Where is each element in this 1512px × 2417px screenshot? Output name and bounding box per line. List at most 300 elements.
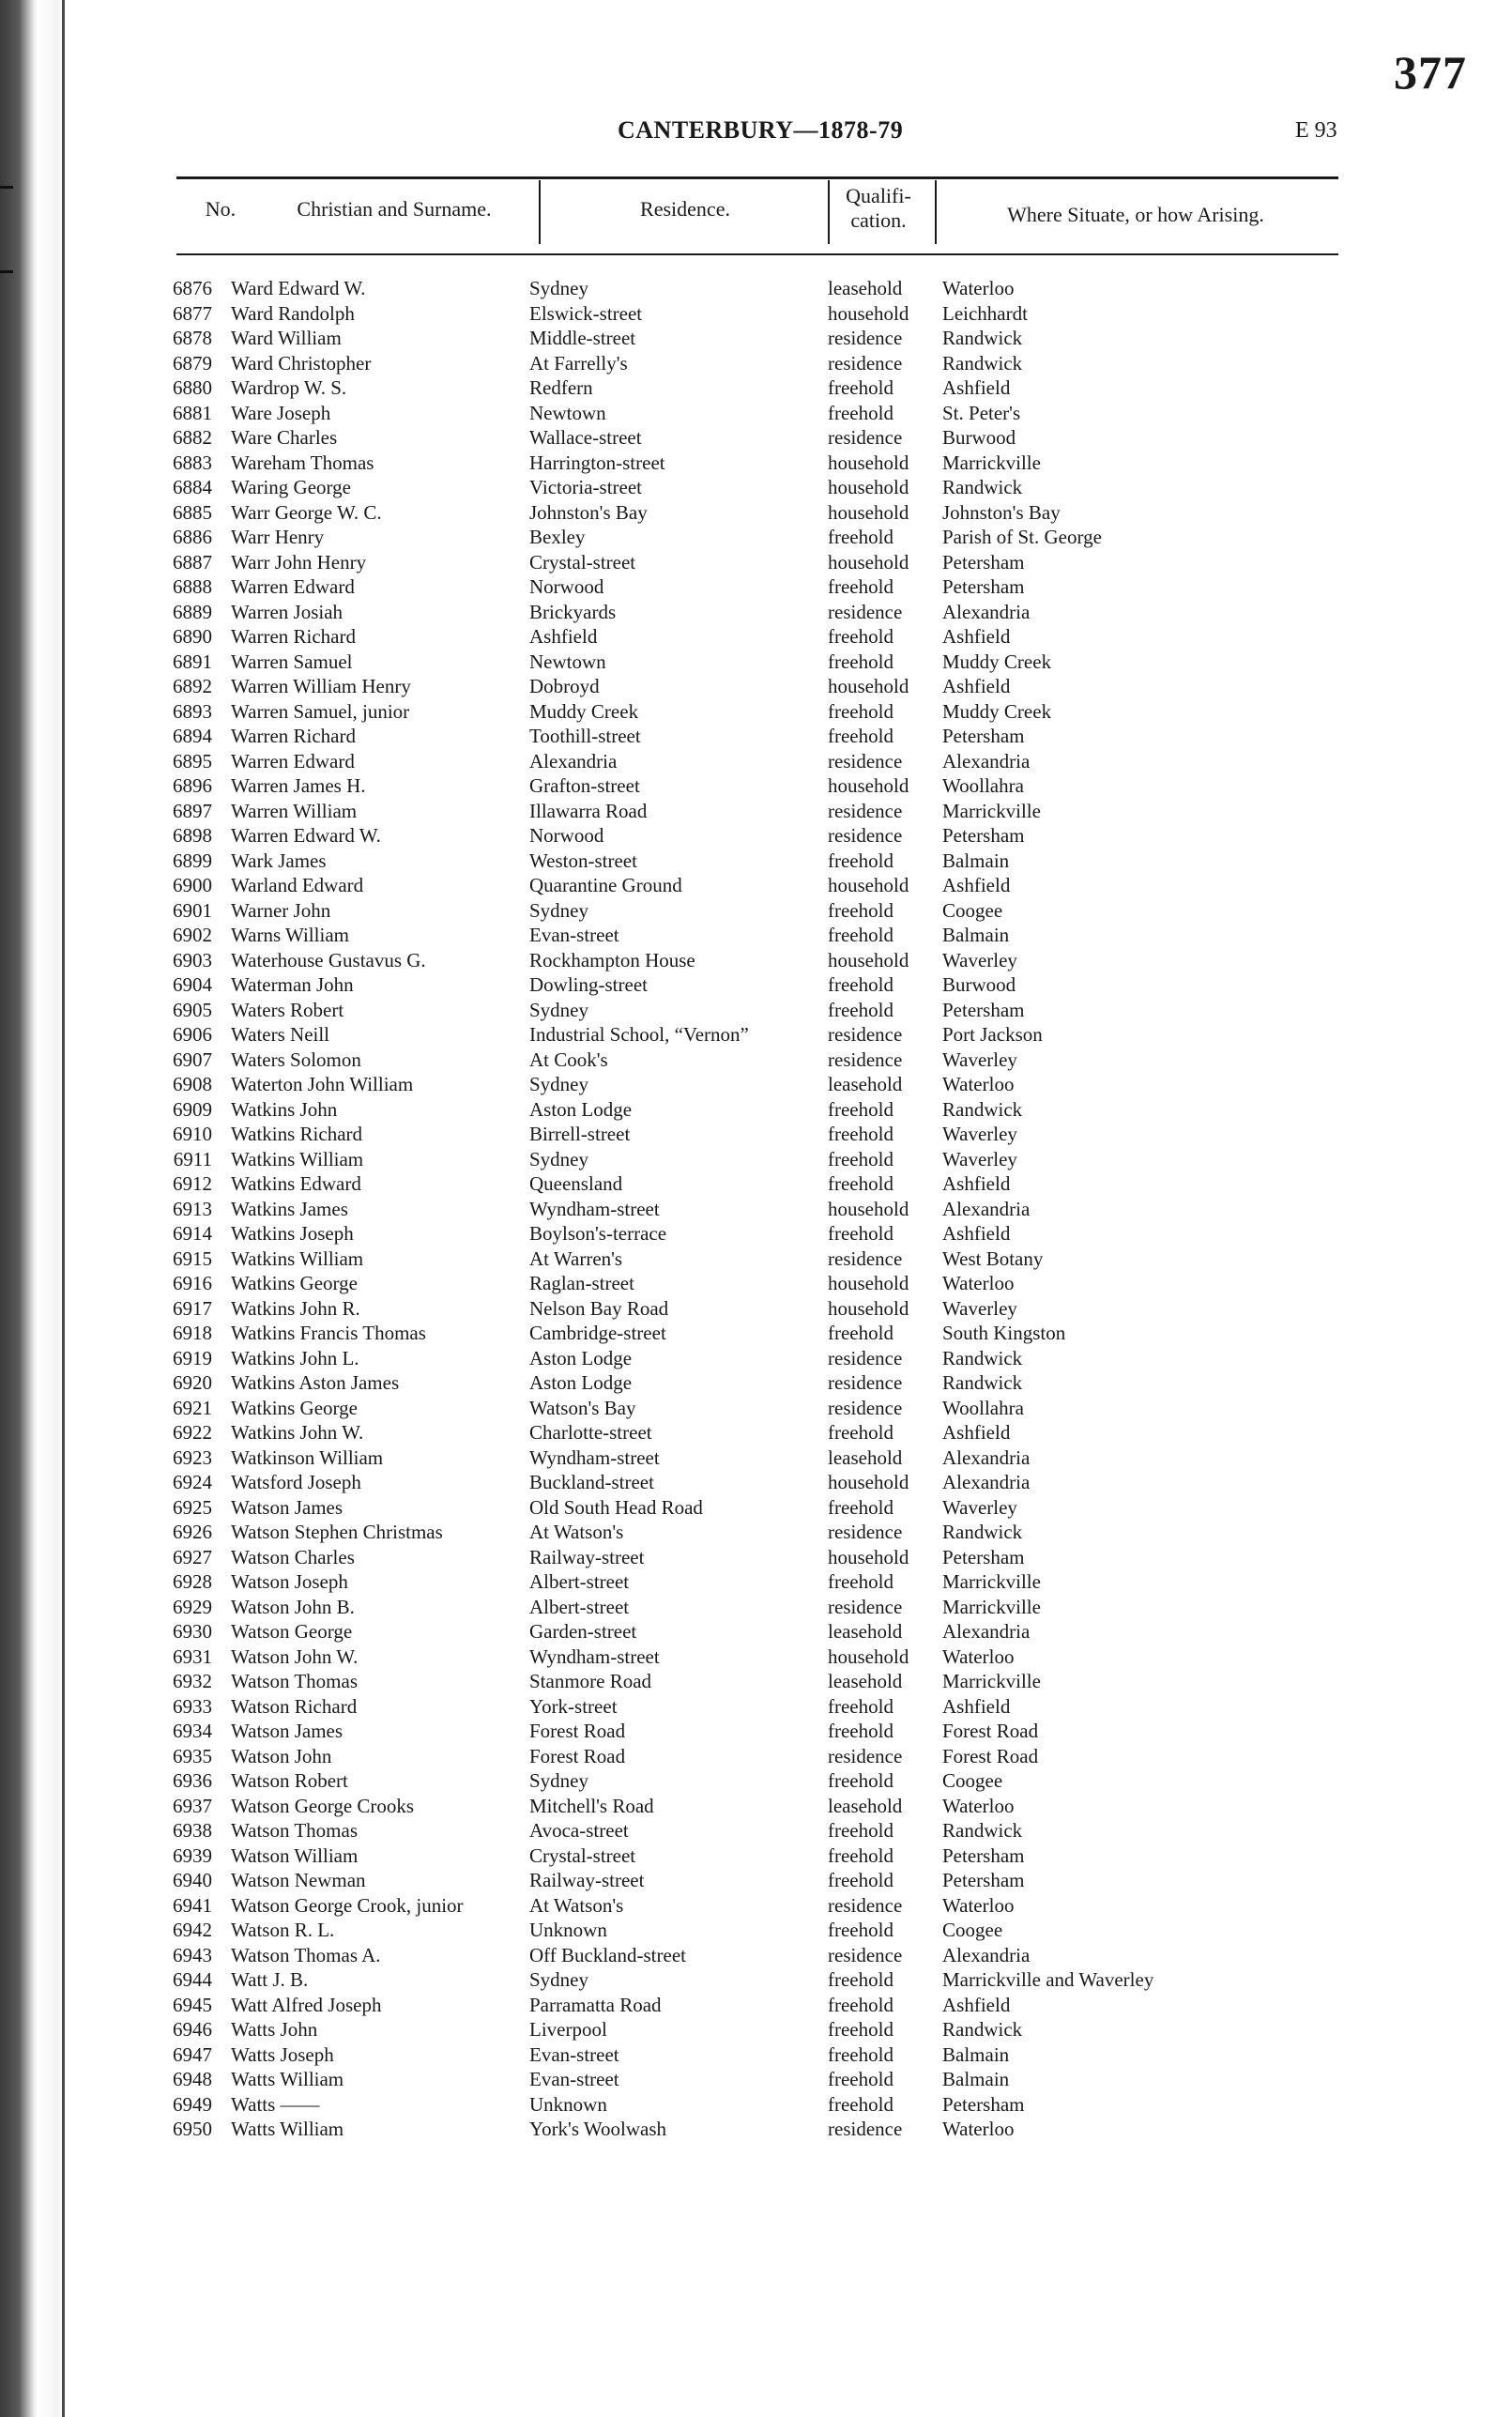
elector-name: Watkins John [231, 1097, 338, 1121]
table-row [0, 849, 1512, 874]
table-row [0, 375, 1512, 401]
elector-number: 6932 [173, 1670, 212, 1692]
elector-where-situate: Muddy Creek [942, 650, 1052, 673]
elector-name: Wardrop W. S. [231, 376, 347, 399]
elector-name: Warren Richard [231, 625, 356, 648]
elector-name: Warland Edward [231, 874, 364, 896]
elector-where-situate: Coogee [942, 1919, 1003, 1941]
elector-where-situate: Woollahra [942, 774, 1024, 797]
elector-residence: Queensland [529, 1172, 623, 1195]
elector-where-situate: Alexandria [942, 1943, 1031, 1966]
elector-residence: Crystal-street [529, 1843, 636, 1867]
elector-qualification: freehold [828, 973, 893, 996]
table-row [0, 451, 1512, 476]
elector-name: Watson John W. [231, 1644, 359, 1668]
elector-name: Watson George Crooks [231, 1794, 415, 1817]
elector-name: Waterman John [231, 973, 354, 996]
table-row [0, 1048, 1512, 1073]
column-separator [935, 180, 937, 244]
elector-residence: Elswick-street [529, 301, 643, 325]
elector-residence: Forest Road [529, 1720, 626, 1742]
elector-residence: Sydney [529, 998, 588, 1021]
elector-where-situate: Waverley [942, 1147, 1017, 1170]
elector-name: Warren Samuel, junior [231, 699, 410, 723]
table-row [0, 1072, 1512, 1097]
elector-number: 6897 [173, 799, 212, 822]
elector-residence: Buckland-street [529, 1471, 654, 1493]
elector-name: Watson James [231, 1495, 344, 1519]
table-row [0, 1446, 1512, 1471]
elector-name: Watts John [231, 2018, 318, 2041]
elector-qualification: leasehold [828, 1446, 903, 1469]
elector-qualification: freehold [828, 650, 893, 673]
elector-number: 6907 [173, 1048, 212, 1071]
elector-name: Ward Edward W. [231, 277, 366, 299]
elector-name: Warren Richard [231, 725, 356, 747]
elector-qualification: freehold [828, 1123, 893, 1145]
table-row [0, 1818, 1512, 1843]
elector-number: 6944 [173, 1968, 212, 1991]
elector-number: 6894 [173, 725, 212, 747]
elector-where-situate: Ashfield [942, 1694, 1011, 1718]
elector-qualification: household [828, 874, 909, 896]
elector-where-situate: Petersham [942, 1869, 1025, 1891]
elector-number: 6878 [173, 327, 212, 349]
elector-qualification: freehold [828, 1843, 893, 1867]
elector-qualification: freehold [828, 1769, 893, 1792]
elector-where-situate: Marrickville [942, 1570, 1041, 1593]
table-row [0, 1346, 1512, 1371]
elector-qualification: freehold [828, 1968, 893, 1991]
elector-qualification: leasehold [828, 1794, 903, 1817]
elector-qualification: freehold [828, 376, 893, 399]
elector-residence: Wyndham-street [529, 1197, 660, 1220]
elector-number: 6922 [173, 1421, 212, 1444]
elector-where-situate: South Kingston [942, 1322, 1066, 1344]
elector-name: Watkins Joseph [231, 1222, 354, 1245]
elector-name: Warns William [231, 924, 349, 946]
running-title: CANTERBURY—1878-79 [618, 116, 904, 144]
elector-number: 6947 [173, 2042, 212, 2066]
elector-number: 6937 [173, 1794, 212, 1817]
elector-qualification: freehold [828, 2092, 893, 2116]
elector-name: Ward Christopher [231, 351, 372, 375]
elector-name: Waters Neill [231, 1023, 330, 1046]
elector-where-situate: Alexandria [942, 600, 1031, 623]
table-row [0, 1520, 1512, 1545]
elector-where-situate: Marrickville [942, 799, 1041, 822]
elector-number: 6938 [173, 1819, 212, 1842]
elector-qualification: residence [828, 600, 903, 623]
elector-name: Watson Newman [231, 1869, 366, 1891]
elector-qualification: residence [828, 1396, 903, 1419]
elector-residence: Unknown [529, 2092, 607, 2116]
elector-name: Ware Joseph [231, 401, 331, 424]
page-number: 377 [1394, 46, 1467, 99]
table-row [0, 1197, 1512, 1222]
table-row [0, 1744, 1512, 1769]
elector-number: 6924 [173, 1471, 212, 1493]
elector-qualification: household [828, 1197, 909, 1220]
table-row [0, 650, 1512, 675]
table-row [0, 1370, 1512, 1396]
header-qualification: Qualifi- cation. [846, 184, 911, 232]
elector-number: 6940 [173, 1869, 212, 1891]
elector-number: 6885 [173, 500, 212, 524]
elector-qualification: leasehold [828, 1620, 903, 1643]
elector-where-situate: Petersham [942, 2092, 1025, 2116]
elector-name: Watson William [231, 1843, 359, 1867]
elector-residence: Newtown [529, 401, 606, 424]
table-row [0, 799, 1512, 824]
elector-number: 6901 [173, 898, 212, 922]
elector-residence: Forest Road [529, 1744, 626, 1767]
table-row [0, 923, 1512, 948]
elector-residence: Ashfield [529, 625, 598, 648]
elector-name: Waring George [231, 476, 351, 498]
elector-number: 6911 [173, 1147, 212, 1170]
elector-qualification: freehold [828, 1720, 893, 1742]
elector-where-situate: Forest Road [942, 1744, 1039, 1767]
elector-name: Ward Randolph [231, 301, 355, 325]
table-row [0, 873, 1512, 898]
elector-residence: Boylson's-terrace [529, 1222, 667, 1245]
table-row [0, 1669, 1512, 1694]
elector-where-situate: Petersham [942, 725, 1025, 747]
elector-residence: Weston-street [529, 849, 637, 872]
elector-name: Watkins James [231, 1197, 348, 1220]
elector-number: 6915 [173, 1247, 212, 1270]
elector-name: Waters Solomon [231, 1048, 361, 1071]
table-row [0, 823, 1512, 849]
elector-name: Watkins William [231, 1147, 364, 1170]
elector-number: 6887 [173, 550, 212, 574]
elector-number: 6892 [173, 675, 212, 697]
elector-qualification: freehold [828, 1421, 893, 1444]
table-row [0, 1470, 1512, 1495]
elector-name: Warr Henry [231, 526, 325, 548]
elector-qualification: residence [828, 824, 903, 847]
elector-qualification: freehold [828, 526, 893, 548]
elector-where-situate: Alexandria [942, 1471, 1031, 1493]
elector-qualification: residence [828, 1048, 903, 1071]
table-row [0, 1221, 1512, 1247]
elector-name: Watson Joseph [231, 1570, 348, 1593]
table-row [0, 475, 1512, 500]
elector-residence: Wyndham-street [529, 1644, 660, 1668]
elector-where-situate: Burwood [942, 973, 1016, 996]
elector-qualification: residence [828, 1893, 903, 1917]
elector-number: 6917 [173, 1296, 212, 1320]
elector-name: Watson Charles [231, 1545, 355, 1568]
elector-qualification: freehold [828, 1322, 893, 1344]
table-row [0, 1619, 1512, 1644]
elector-residence: At Watson's [529, 1521, 624, 1543]
elector-number: 6903 [173, 948, 212, 971]
table-row [0, 998, 1512, 1023]
table-top-rule [176, 176, 1338, 179]
elector-residence: Quarantine Ground [529, 874, 682, 896]
elector-qualification: freehold [828, 924, 893, 946]
elector-number: 6943 [173, 1943, 212, 1966]
elector-number: 6883 [173, 451, 212, 474]
elector-number: 6906 [173, 1023, 212, 1046]
elector-where-situate: Forest Road [942, 1720, 1039, 1742]
elector-residence: Rockhampton House [529, 948, 695, 971]
header-residence: Residence. [640, 197, 730, 221]
elector-where-situate: Alexandria [942, 749, 1031, 773]
elector-qualification: household [828, 1545, 909, 1568]
elector-where-situate: Waterloo [942, 1794, 1015, 1817]
elector-qualification: residence [828, 1346, 903, 1369]
elector-residence: Middle-street [529, 327, 636, 349]
elector-residence: Illawarra Road [529, 799, 648, 822]
elector-where-situate: Petersham [942, 550, 1025, 574]
elector-number: 6908 [173, 1073, 212, 1095]
elector-list [0, 276, 1512, 2142]
table-row [0, 1296, 1512, 1322]
elector-name: Warren William Henry [231, 675, 411, 697]
elector-qualification: residence [828, 327, 903, 349]
elector-name: Watkins Aston James [231, 1371, 400, 1394]
elector-where-situate: Parish of St. George [942, 526, 1102, 548]
elector-residence: Aston Lodge [529, 1346, 633, 1369]
elector-number: 6880 [173, 376, 212, 399]
elector-number: 6928 [173, 1570, 212, 1593]
elector-where-situate: Coogee [942, 898, 1003, 922]
table-row [0, 1147, 1512, 1172]
elector-qualification: freehold [828, 1147, 893, 1170]
elector-where-situate: West Botany [942, 1247, 1044, 1270]
elector-number: 6888 [173, 575, 212, 598]
elector-qualification: freehold [828, 1097, 893, 1121]
elector-qualification: freehold [828, 1869, 893, 1891]
table-row [0, 301, 1512, 327]
elector-qualification: freehold [828, 1570, 893, 1593]
elector-qualification: household [828, 948, 909, 971]
elector-residence: Evan-street [529, 924, 619, 946]
elector-number: 6949 [173, 2092, 212, 2116]
elector-name: Waterton John William [231, 1073, 414, 1095]
elector-residence: Sydney [529, 898, 588, 922]
elector-residence: Bexley [529, 526, 586, 548]
elector-name: Waters Robert [231, 998, 344, 1021]
elector-where-situate: Waverley [942, 948, 1017, 971]
elector-number: 6881 [173, 401, 212, 424]
table-row [0, 2117, 1512, 2142]
elector-qualification: household [828, 1272, 909, 1294]
elector-name: Watt Alfred Joseph [231, 1993, 382, 2016]
table-row [0, 1022, 1512, 1048]
elector-where-situate: Waverley [942, 1048, 1017, 1071]
table-row [0, 1420, 1512, 1446]
elector-residence: Stanmore Road [529, 1670, 652, 1692]
elector-residence: Muddy Creek [529, 699, 639, 723]
elector-qualification: residence [828, 2118, 903, 2140]
elector-number: 6909 [173, 1097, 212, 1121]
elector-residence: York-street [529, 1694, 618, 1718]
table-row [0, 1545, 1512, 1570]
elector-qualification: household [828, 451, 909, 474]
elector-qualification: freehold [828, 849, 893, 872]
elector-number: 6891 [173, 650, 212, 673]
table-row [0, 1918, 1512, 1943]
elector-residence: Raglan-street [529, 1272, 634, 1294]
elector-residence: Redfern [529, 376, 593, 399]
elector-number: 6877 [173, 301, 212, 325]
elector-where-situate: Port Jackson [942, 1023, 1043, 1046]
elector-qualification: leasehold [828, 277, 903, 299]
elector-number: 6926 [173, 1521, 212, 1543]
table-row [0, 1993, 1512, 2018]
elector-number: 6933 [173, 1694, 212, 1718]
elector-number: 6904 [173, 973, 212, 996]
elector-name: Watkins William [231, 1247, 364, 1270]
elector-where-situate: Randwick [942, 327, 1023, 349]
elector-qualification: residence [828, 1371, 903, 1394]
elector-residence: Grafton-street [529, 774, 640, 797]
elector-number: 6921 [173, 1396, 212, 1419]
table-row [0, 326, 1512, 351]
elector-number: 6910 [173, 1123, 212, 1145]
elector-number: 6899 [173, 849, 212, 872]
elector-name: Watts William [231, 2118, 344, 2140]
table-row [0, 1893, 1512, 1919]
table-row [0, 724, 1512, 749]
table-row [0, 574, 1512, 600]
elector-where-situate: Burwood [942, 426, 1016, 449]
elector-number: 6912 [173, 1172, 212, 1195]
elector-qualification: freehold [828, 898, 893, 922]
elector-residence: Unknown [529, 1919, 607, 1941]
elector-name: Watkins John R. [231, 1296, 360, 1320]
elector-residence: Albert-street [529, 1595, 630, 1618]
elector-where-situate: Randwick [942, 2018, 1023, 2041]
table-row [0, 1967, 1512, 1993]
table-row [0, 1569, 1512, 1595]
elector-name: Watkinson William [231, 1446, 384, 1469]
elector-qualification: household [828, 1296, 909, 1320]
elector-residence: Sydney [529, 1147, 588, 1170]
elector-number: 6923 [173, 1446, 212, 1469]
elector-where-situate: Waterloo [942, 1644, 1015, 1668]
elector-qualification: freehold [828, 1495, 893, 1519]
table-row [0, 773, 1512, 799]
table-row [0, 674, 1512, 699]
elector-qualification: household [828, 476, 909, 498]
elector-name: Watson Robert [231, 1769, 348, 1792]
elector-where-situate: Waverley [942, 1123, 1017, 1145]
elector-name: Warr John Henry [231, 550, 367, 574]
elector-where-situate: Coogee [942, 1769, 1003, 1792]
elector-residence: Charlotte-street [529, 1421, 652, 1444]
column-separator [539, 180, 541, 244]
elector-name: Warren Edward [231, 575, 355, 598]
elector-number: 6879 [173, 351, 212, 375]
elector-qualification: freehold [828, 998, 893, 1021]
table-row [0, 1694, 1512, 1720]
elector-number: 6913 [173, 1197, 212, 1220]
elector-name: Warren William [231, 799, 358, 822]
elector-name: Watson John [231, 1744, 332, 1767]
table-row [0, 550, 1512, 575]
elector-name: Warren Edward [231, 749, 355, 773]
elector-number: 6890 [173, 625, 212, 648]
elector-residence: Johnston's Bay [529, 500, 648, 524]
elector-residence: At Warren's [529, 1247, 623, 1270]
table-row [0, 948, 1512, 973]
elector-residence: Wallace-street [529, 426, 642, 449]
table-row [0, 425, 1512, 451]
elector-where-situate: Ashfield [942, 625, 1011, 648]
table-row [0, 1843, 1512, 1869]
elector-where-situate: Ashfield [942, 1222, 1011, 1245]
elector-residence: Harrington-street [529, 451, 665, 474]
elector-name: Watson James [231, 1720, 344, 1742]
elector-name: Wareham Thomas [231, 451, 374, 474]
table-row [0, 1719, 1512, 1744]
elector-qualification: residence [828, 1023, 903, 1046]
elector-name: Watkins Francis Thomas [231, 1322, 426, 1344]
table-row [0, 1644, 1512, 1670]
elector-number: 6914 [173, 1222, 212, 1245]
elector-number: 6895 [173, 749, 212, 773]
elector-qualification: residence [828, 1744, 903, 1767]
elector-name: Watson John B. [231, 1595, 355, 1618]
elector-name: Warren Edward W. [231, 824, 381, 847]
table-row [0, 500, 1512, 526]
table-row [0, 351, 1512, 376]
elector-name: Warren Samuel [231, 650, 353, 673]
elector-number: 6925 [173, 1495, 212, 1519]
table-row [0, 1595, 1512, 1620]
elector-number: 6930 [173, 1620, 212, 1643]
elector-number: 6929 [173, 1595, 212, 1618]
elector-where-situate: Petersham [942, 1843, 1025, 1867]
elector-name: Watson George Crook, junior [231, 1893, 464, 1917]
elector-qualification: freehold [828, 2068, 893, 2090]
elector-number: 6942 [173, 1919, 212, 1941]
header-name: Christian and Surname. [297, 197, 492, 221]
elector-where-situate: Marrickville [942, 1595, 1041, 1618]
table-row [0, 972, 1512, 998]
elector-qualification: freehold [828, 699, 893, 723]
elector-number: 6896 [173, 774, 212, 797]
elector-number: 6889 [173, 600, 212, 623]
table-row [0, 276, 1512, 301]
elector-qualification: residence [828, 1595, 903, 1618]
elector-residence: Aston Lodge [529, 1371, 633, 1394]
elector-qualification: freehold [828, 1993, 893, 2016]
elector-qualification: residence [828, 1247, 903, 1270]
elector-residence: Mitchell's Road [529, 1794, 654, 1817]
elector-where-situate: Randwick [942, 1819, 1023, 1842]
elector-name: Ward William [231, 327, 342, 349]
elector-number: 6886 [173, 526, 212, 548]
table-row [0, 2017, 1512, 2042]
elector-qualification: freehold [828, 1919, 893, 1941]
table-row [0, 1396, 1512, 1421]
elector-where-situate: Ashfield [942, 376, 1011, 399]
margin-mark [0, 270, 13, 273]
elector-number: 6946 [173, 2018, 212, 2041]
elector-residence: Garden-street [529, 1620, 637, 1643]
elector-number: 6948 [173, 2068, 212, 2090]
elector-residence: Old South Head Road [529, 1495, 703, 1519]
table-row [0, 1122, 1512, 1147]
elector-residence: Sydney [529, 277, 588, 299]
elector-name: Warner John [231, 898, 331, 922]
